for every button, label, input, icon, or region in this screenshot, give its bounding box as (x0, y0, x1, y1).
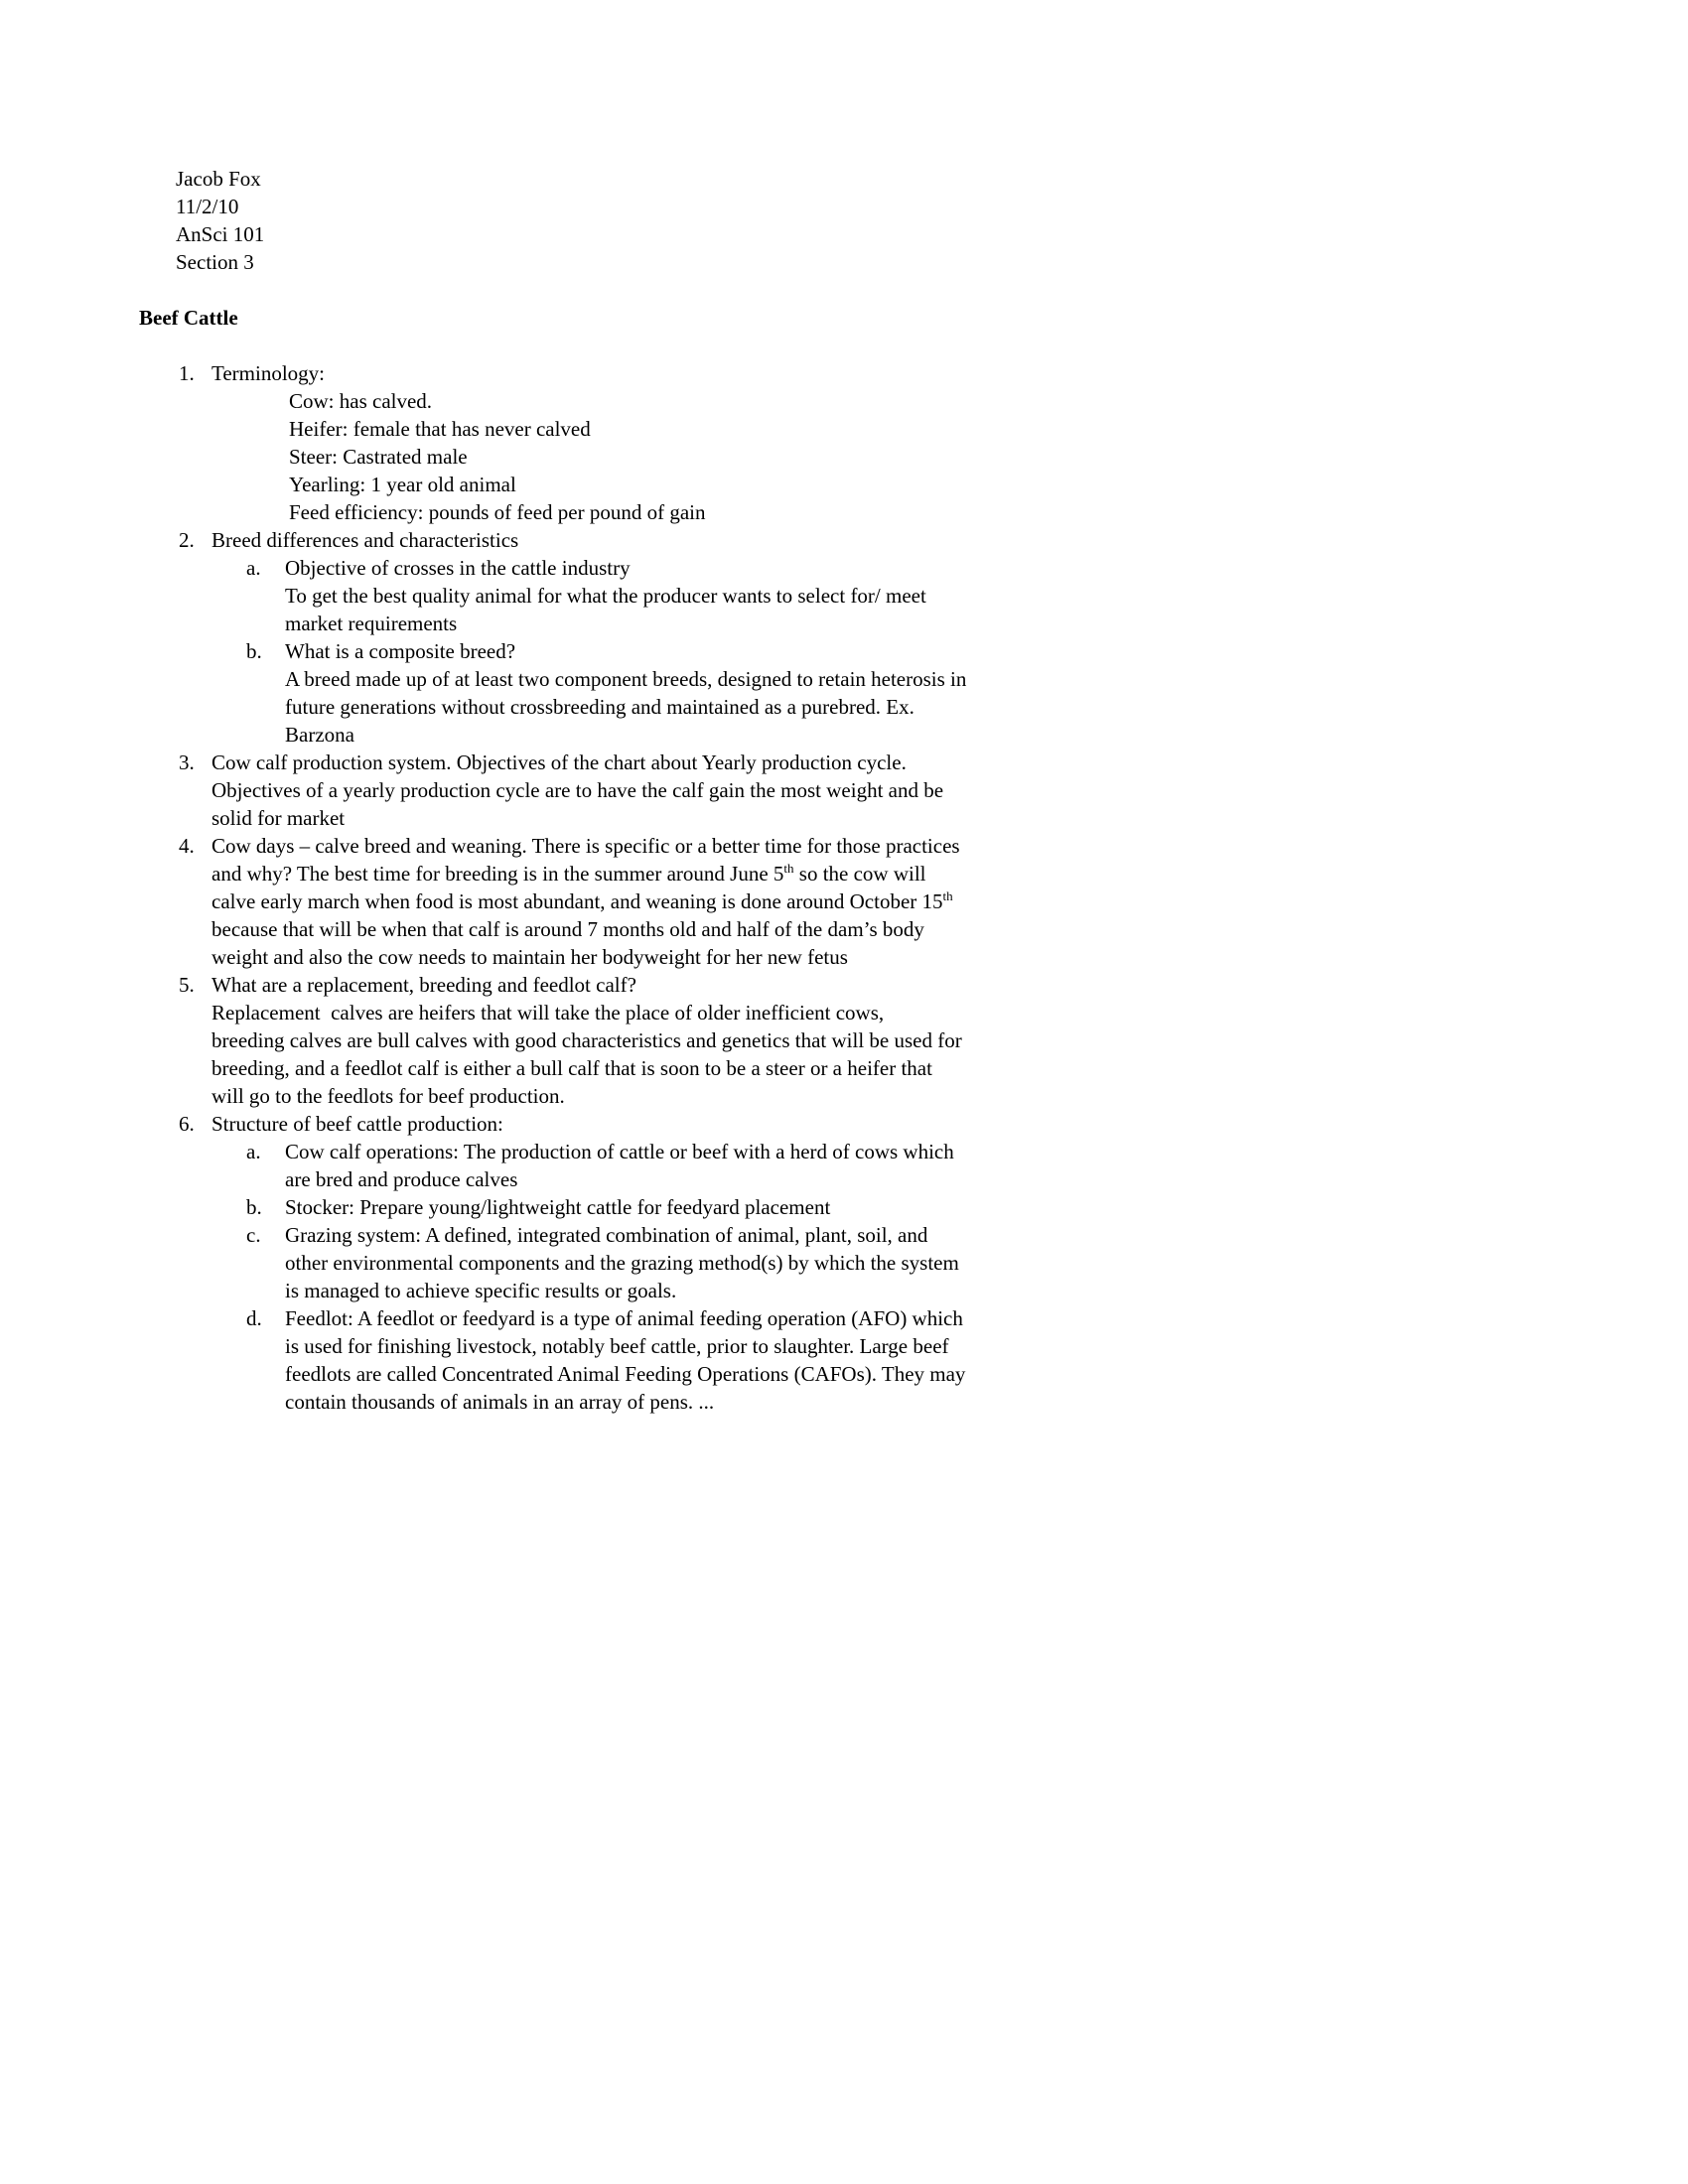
text-segment: so the cow will (793, 862, 926, 886)
list-item-calf-types (139, 971, 1331, 1110)
text-line: Cow calf production system. Objectives of the chart about Yearly production cycle. (211, 751, 907, 774)
text-line: Cow days – calve breed and weaning. There is specific or a better time for those practices (211, 834, 960, 858)
sub-item-cow-calf-operations (139, 1138, 1331, 1193)
text-line: What are a replacement, breeding and feedlot calf? (211, 973, 636, 997)
text-line: breeding, and a feedlot calf is either a bull calf that is soon to be a steer or a heifer that (211, 1056, 932, 1080)
sub-list-marker: a. (246, 556, 261, 580)
term-cow: Cow: has calved. (289, 389, 433, 413)
text-line: To get the best quality animal for what the producer wants to select for/ meet (285, 584, 926, 608)
list-marker: 3. (179, 751, 195, 774)
sub-item-text (285, 1193, 1331, 1221)
text-line: Objectives of a yearly production cycle are to have the calf gain the most weight and be (211, 778, 944, 802)
text-line: contain thousands of animals in an array of pens. ... (285, 1390, 715, 1414)
text-line (211, 887, 1331, 915)
list-item-cow-days (139, 832, 1331, 971)
list-item-text (211, 832, 1331, 971)
text-line: Grazing system: A defined, integrated combination of animal, plant, soil, and (285, 1223, 928, 1247)
text-line: solid for market (211, 806, 346, 830)
text-line: is used for finishing livestock, notably beef cattle, prior to slaughter. Large beef (285, 1334, 949, 1358)
sub-item-text (285, 1138, 1331, 1193)
term-yearling: Yearling: 1 year old animal (289, 473, 516, 496)
term-heifer: Heifer: female that has never calved (289, 417, 591, 441)
text-segment: and why? The best time for breeding is in the summer around June 5 (211, 862, 784, 886)
list-item-text (211, 749, 1331, 832)
section-number: Section 3 (176, 250, 254, 274)
document-header (176, 165, 1331, 276)
text-line: market requirements (285, 612, 458, 635)
text-line: Stocker: Prepare young/lightweight cattle for feedyard placement (285, 1195, 831, 1219)
term-feed-efficiency: Feed efficiency: pounds of feed per pound of gain (289, 500, 706, 524)
text-line: Replacement calves are heifers that will take the place of older inefficient cows, (211, 1001, 885, 1024)
sub-item-text (285, 1304, 1331, 1416)
list-marker: 4. (179, 834, 195, 858)
list-item-breed-differences (139, 526, 1331, 554)
text-line: breeding calves are bull calves with good characteristics and genetics that will be used for (211, 1028, 962, 1052)
text-line: Objective of crosses in the cattle industry (285, 556, 631, 580)
text-line: because that will be when that calf is around 7 months old and half of the dam’s body (211, 917, 924, 941)
text-line: Cow calf operations: The production of cattle or beef with a herd of cows which (285, 1140, 954, 1163)
sub-list-marker: d. (246, 1306, 262, 1330)
list-marker: 5. (179, 973, 195, 997)
document-date: 11/2/10 (176, 195, 239, 218)
text-segment: calve early march when food is most abundant, and weaning is done around October 15 (211, 889, 943, 913)
text-line: future generations without crossbreeding and maintained as a purebred. Ex. (285, 695, 914, 719)
blank-line (139, 332, 1331, 359)
text-line: Barzona (285, 723, 354, 747)
sub-list-marker: b. (246, 1195, 262, 1219)
text-line: Feedlot: A feedlot or feedyard is a type of animal feeding operation (AFO) which (285, 1306, 963, 1330)
term-steer: Steer: Castrated male (289, 445, 468, 469)
sub-list-marker: c. (246, 1223, 261, 1247)
terminology-definitions (139, 387, 1331, 526)
superscript-th: th (942, 888, 953, 903)
text-line: feedlots are called Concentrated Animal Feeding Operations (CAFOs). They may (285, 1362, 966, 1386)
sub-item-feedlot (139, 1304, 1331, 1416)
text-line: weight and also the cow needs to maintain her bodyweight for her new fetus (211, 945, 848, 969)
list-item-heading: Breed differences and characteristics (211, 528, 519, 552)
course-name: AnSci 101 (176, 222, 265, 246)
sub-list-marker: a. (246, 1140, 261, 1163)
text-line: is managed to achieve specific results or goals. (285, 1279, 677, 1302)
sub-item-text (285, 637, 1331, 749)
list-marker: 6. (179, 1112, 195, 1136)
list-item-heading: Terminology: (211, 361, 326, 385)
author-name: Jacob Fox (176, 167, 261, 191)
sub-item-text (285, 1221, 1331, 1304)
sub-item-composite-breed (139, 637, 1331, 749)
list-item-production-structure (139, 1110, 1331, 1138)
blank-line (139, 276, 1331, 304)
list-marker: 2. (179, 528, 195, 552)
text-line: other environmental components and the grazing method(s) by which the system (285, 1251, 959, 1275)
sub-item-stocker (139, 1193, 1331, 1221)
document-title: Beef Cattle (139, 306, 238, 330)
sub-item-grazing-system (139, 1221, 1331, 1304)
sub-item-text (285, 554, 1331, 637)
sub-item-crosses-objective (139, 554, 1331, 637)
text-line: are bred and produce calves (285, 1167, 518, 1191)
superscript-th: th (783, 861, 794, 876)
list-item-production-system (139, 749, 1331, 832)
document-content (139, 165, 1331, 1416)
text-line (211, 860, 1331, 887)
list-marker: 1. (179, 361, 195, 385)
text-line: What is a composite breed? (285, 639, 516, 663)
sub-list-marker: b. (246, 639, 262, 663)
text-line: will go to the feedlots for beef production. (211, 1084, 565, 1108)
text-line: A breed made up of at least two component breeds, designed to retain heterosis in (285, 667, 967, 691)
list-item-heading: Structure of beef cattle production: (211, 1112, 503, 1136)
list-item-text (211, 971, 1331, 1110)
list-item-terminology (139, 359, 1331, 387)
